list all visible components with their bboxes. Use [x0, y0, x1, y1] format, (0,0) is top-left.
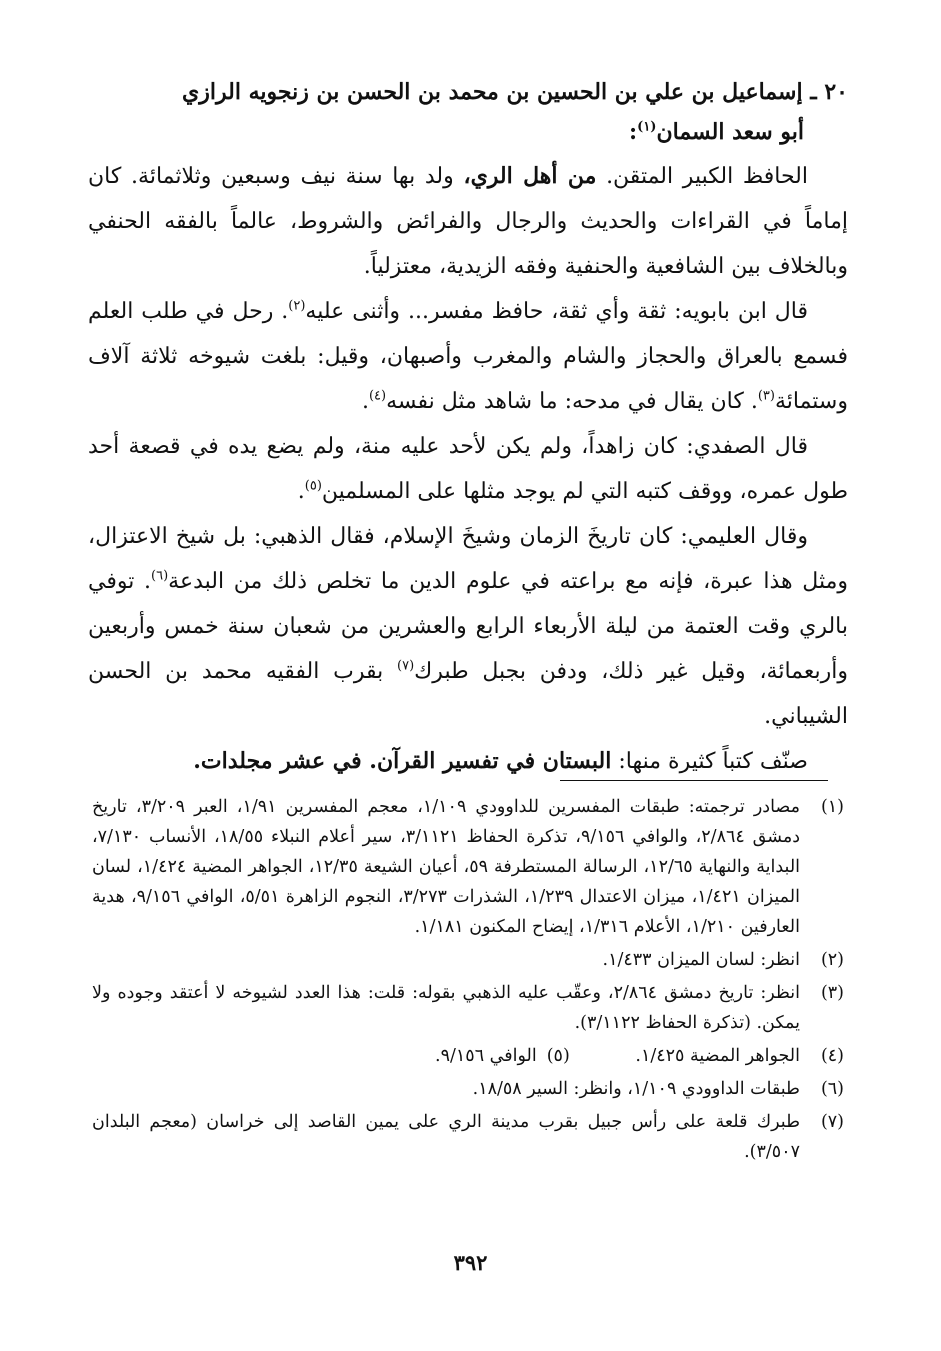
paragraph-5 [88, 739, 848, 784]
footnote-7-label: (٧) [820, 1112, 844, 1132]
entry-name: إسماعيل بن علي بن الحسين بن محمد بن الحسن بن زنجويه الرازي [182, 79, 803, 105]
footnote-3 [92, 978, 844, 1038]
entry-number: ٢٠ ـ [810, 79, 848, 105]
paragraph-5-text-b: في عشر مجلدات. [193, 748, 370, 774]
footnote-6-label: (٦) [820, 1079, 844, 1099]
entry-kunya: أبو سعد السمان [656, 119, 804, 145]
footnote-ref-4[interactable]: (٤) [368, 388, 387, 404]
paragraph-2-text-d: . [361, 389, 369, 414]
footnote-3-label: (٣) [820, 983, 844, 1003]
footnote-1-text: مصادر ترجمته: طبقات المفسرين للداوودي ١/١٠٩، معجم المفسرين ١/٩١، العبر ٣/٢٠٩، تاريخ دمشق ٢/٨٦٤، والوافي ٩/١٥٦، تذكرة الحفاظ ٣/١١٢١، سير أعلام النبلاء ١٨/٥٥، الأنساب ٧/١٣٠، البداية والنهاية ١٢/٦٥، الرسالة المستطرفة ٥٩، أعيان الشيعة ١٢/٣٥، الجواهر المضية ١/٤٢٤، لسان الميزان ١/٤٢١، ميزان الاعتدال ١/٢٣٩، الشذرات ٣/٢٧٣، النجوم الزاهرة ٥/٥١، الوافي ٩/١٥٦، هدية العارفين ١/٢١٠، الأعلام ١/٣١٦، إيضاح المكنون ١/١٨١. [92, 797, 801, 937]
paragraph-1 [88, 154, 848, 289]
paragraph-4-text-c: بقرب الفقيه محمد بن الحسن الشيباني. [88, 659, 848, 729]
entry-heading [88, 72, 848, 152]
footnote-4-5 [92, 1041, 844, 1071]
paragraph-3-text-b: . [297, 479, 305, 504]
entry-heading-line2 [88, 112, 848, 152]
footnote-6-text: طبقات الداوودي ١/١٠٩، وانظر: السير ١٨/٥٨. [472, 1079, 800, 1099]
footnote-7 [92, 1107, 844, 1167]
paragraph-5-text-a: صنّف كتباً كثيرة منها: [611, 749, 808, 774]
footnote-ref-7[interactable]: (٧) [397, 658, 415, 674]
footnote-ref-3[interactable]: (٣) [757, 388, 775, 404]
paragraph-2 [88, 289, 848, 424]
footnote-5 [435, 1046, 570, 1066]
footnote-1-label: (١) [820, 797, 844, 817]
footnote-ref-2[interactable]: (٢) [288, 298, 306, 314]
paragraph-4 [88, 514, 848, 739]
footnote-5-text: الوافي ٩/١٥٦. [435, 1046, 537, 1066]
paragraph-4-text-a: وقال العليمي: كان تاريخَ الزمان وشيخَ الإسلام، فقال الذهبي: بل شيخ الاعتزال، ومثل هذا عبرة، فإنه مع براعته في علوم الدين ما تخلص ذلك من البدعة [88, 524, 848, 594]
main-text [88, 72, 848, 784]
footnote-2-label: (٢) [820, 950, 844, 970]
footnote-4-label: (٤) [820, 1046, 844, 1066]
entry-heading-line1 [88, 72, 848, 112]
paragraph-1-bold: من أهل الري، [463, 163, 597, 189]
paragraph-1-text-b: ولد بها سنة نيف وسبعين وثلاثمائة. كان إماماً في القراءات والحديث والرجال والفرائض والشروط، عالماً بالفقه الحنفي وبالخلاف بين الشافعية والحنفية وفقه الزيدية، معتزلياً. [88, 164, 848, 279]
footnote-3-text: انظر: تاريخ دمشق ٢/٨٦٤، وعقّب عليه الذهبي بقوله: قلت: هذا العدد لشيوخه لا أعتقد وجوده ولا يمكن. (تذكرة الحفاظ ٣/١١٢٢). [92, 983, 800, 1033]
paragraph-2-text-b: . رحل في طلب العلم فسمع بالعراق والحجاز والشام والمغرب وأصبهان، وقيل: بلغت شيوخه ثلاثة آلاف وستمائة [88, 299, 848, 414]
entry-colon: : [629, 119, 638, 145]
page-number: ٣٩٢ [453, 1250, 488, 1275]
footnote-4-text: الجواهر المضية ١/٤٢٥. [635, 1046, 800, 1066]
footnote-2 [92, 945, 844, 975]
paragraph-2-text-c: . كان يقال في مدحه: ما شاهد مثل نفسه [386, 389, 758, 414]
footnote-6 [92, 1074, 844, 1104]
footnote-1 [92, 792, 844, 942]
footnotes [92, 792, 844, 1170]
paragraph-1-text-a: الحافظ الكبير المتقن. [596, 164, 808, 189]
footnote-5-label: (٥) [546, 1046, 570, 1066]
footnote-2-text: انظر: لسان الميزان ١/٤٣٣. [602, 950, 800, 970]
book-title: البستان في تفسير القرآن. [369, 748, 612, 774]
paragraph-4-text-b: . توفي بالري وقت العتمة من ليلة الأربعاء الرابع والعشرين من شعبان سنة خمس وأربعين وأربعمائة، وقيل غير ذلك، ودفن بجبل طبرك [88, 569, 848, 684]
footnote-ref-5[interactable]: (٥) [304, 478, 322, 494]
footnote-7-text: طبرك قلعة على رأس جبيل بقرب مدينة الري على يمين القاصد إلى خراسان (معجم البلدان ٣/٥٠٧). [92, 1112, 800, 1162]
footnote-ref-6[interactable]: (٦) [151, 568, 169, 584]
paragraph-2-text-a: قال ابن بابويه: ثقة وأي ثقة، حافظ مفسر... وأثنى عليه [305, 299, 808, 324]
footnote-separator [560, 780, 828, 781]
paragraph-3 [88, 424, 848, 514]
paragraph-3-text-a: قال الصفدي: كان زاهداً، ولم يكن لأحد عليه منة، ولم يضع يده في قصعة أحد طول عمره، ووقف كتبه التي لم يوجد مثلها على المسلمين [88, 434, 848, 504]
footnote-ref-1[interactable]: (١) [637, 119, 657, 135]
